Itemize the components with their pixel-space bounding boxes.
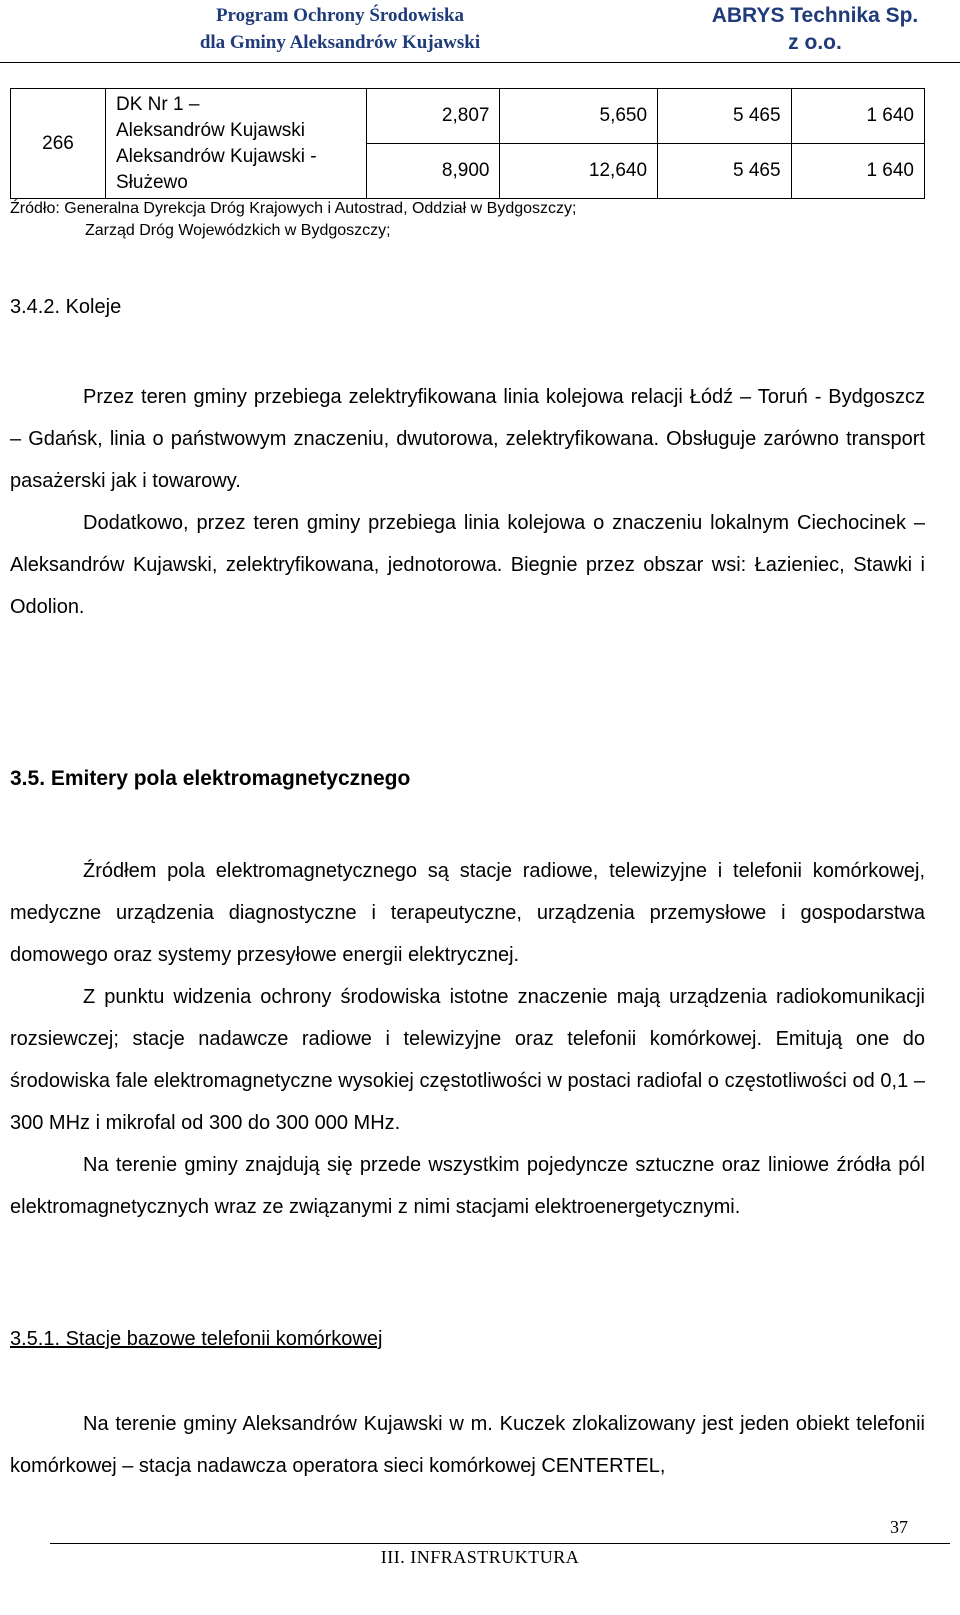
table-cell: 5 465 [658,144,791,199]
table-cell: 5 465 [658,89,791,144]
footer-chapter: III. INFRASTRUKTURA [380,1547,580,1567]
table-cell: 5,650 [500,89,658,144]
road-name-line: DK Nr 1 – [116,93,200,115]
table-source-note [10,198,710,242]
road-number-cell: 266 [11,89,106,199]
paragraph: Źródłem pola elektromagnetycznego są stacje radiowe, telewizyjne i telefonii komórkowej, medyczne urządzenia diagnostyczne i terapeutyczne, urządzenia przemysłowe i gospodarstwa domowego oraz systemy przesyłowe energii elektrycznej. [10,860,925,966]
source-line1: Źródło: Generalna Dyrekcja Dróg Krajowych i Autostrad, Oddział w Bydgoszczy; [10,200,577,217]
section-body-emitters [10,850,925,1228]
section-heading-railways: 3.4.2. Koleje [10,296,122,318]
road-name-cell [106,89,367,199]
section-heading-base-stations: 3.5.1. Stacje bazowe telefonii komórkowej [10,1328,383,1350]
header-company-line2: z o.o. [788,31,842,54]
header-divider [0,62,960,63]
table-cell: 2,807 [367,89,500,144]
page-number: 37 [890,1517,908,1537]
header-company-line1: ABRYS Technika Sp. [711,4,919,27]
section-heading-emitters: 3.5. Emitery pola elektromagnetycznego [10,767,411,790]
paragraph: Przez teren gminy przebiega zelektryfikowana linia kolejowa relacji Łódź – Toruń - Bydgoszcz – Gdańsk, linia o państwowym znaczeniu, dwutorowa, zelektryfikowana. Obsługuje zarówno transport pasażerski jak i towarowy. [10,386,925,492]
table-cell: 8,900 [367,144,500,199]
header-title-line2: dla Gminy Aleksandrów Kujawski [199,32,481,53]
table-row [11,89,925,144]
paragraph: Dodatkowo, przez teren gminy przebiega linia kolejowa o znaczeniu lokalnym Ciechocinek – Aleksandrów Kujawski, zelektryfikowana, jednotorowa. Biegnie przez obszar wsi: Łazieniec, Stawki i Odolion. [10,512,925,618]
table-cell: 12,640 [500,144,658,199]
paragraph: Z punktu widzenia ochrony środowiska istotne znaczenie mają urządzenia radiokomunikacji rozsiewczej; stacje nadawcze radiowe i telewizyjne oraz telefonii komórkowej. Emitują one do środowiska fale elektromagnetyczne wysokiej częstotliwości w postaci radiofal o częstotliwości od 0,1 – 300 MHz i mikrofal od 300 do 300 000 MHz. [10,986,925,1134]
header-document-title [150,2,530,56]
roads-table [10,88,925,199]
road-name-line: Aleksandrów Kujawski [116,119,306,141]
paragraph: Na terenie gminy Aleksandrów Kujawski w m. Kuczek zlokalizowany jest jeden obiekt telefonii komórkowej – stacja nadawcza operatora sieci komórkowej CENTERTEL, [10,1413,925,1477]
paragraph: Na terenie gminy znajdują się przede wszystkim pojedyncze sztuczne oraz liniowe źródła pól elektromagnetycznych wraz ze związanymi z nimi stacjami elektroenergetycznymi. [10,1154,925,1218]
section-body-base-stations [10,1403,925,1487]
table-cell: 1 640 [791,144,924,199]
source-line2: Zarząd Dróg Wojewódzkich w Bydgoszczy; [85,222,391,239]
road-name-line: Aleksandrów Kujawski - [116,145,317,167]
section-body-railways [10,376,925,628]
road-name-line: Służewo [116,171,188,193]
header-company [690,2,940,56]
footer-divider [50,1543,950,1544]
header-title-line1: Program Ochrony Środowiska [215,5,465,26]
table-cell: 1 640 [791,89,924,144]
